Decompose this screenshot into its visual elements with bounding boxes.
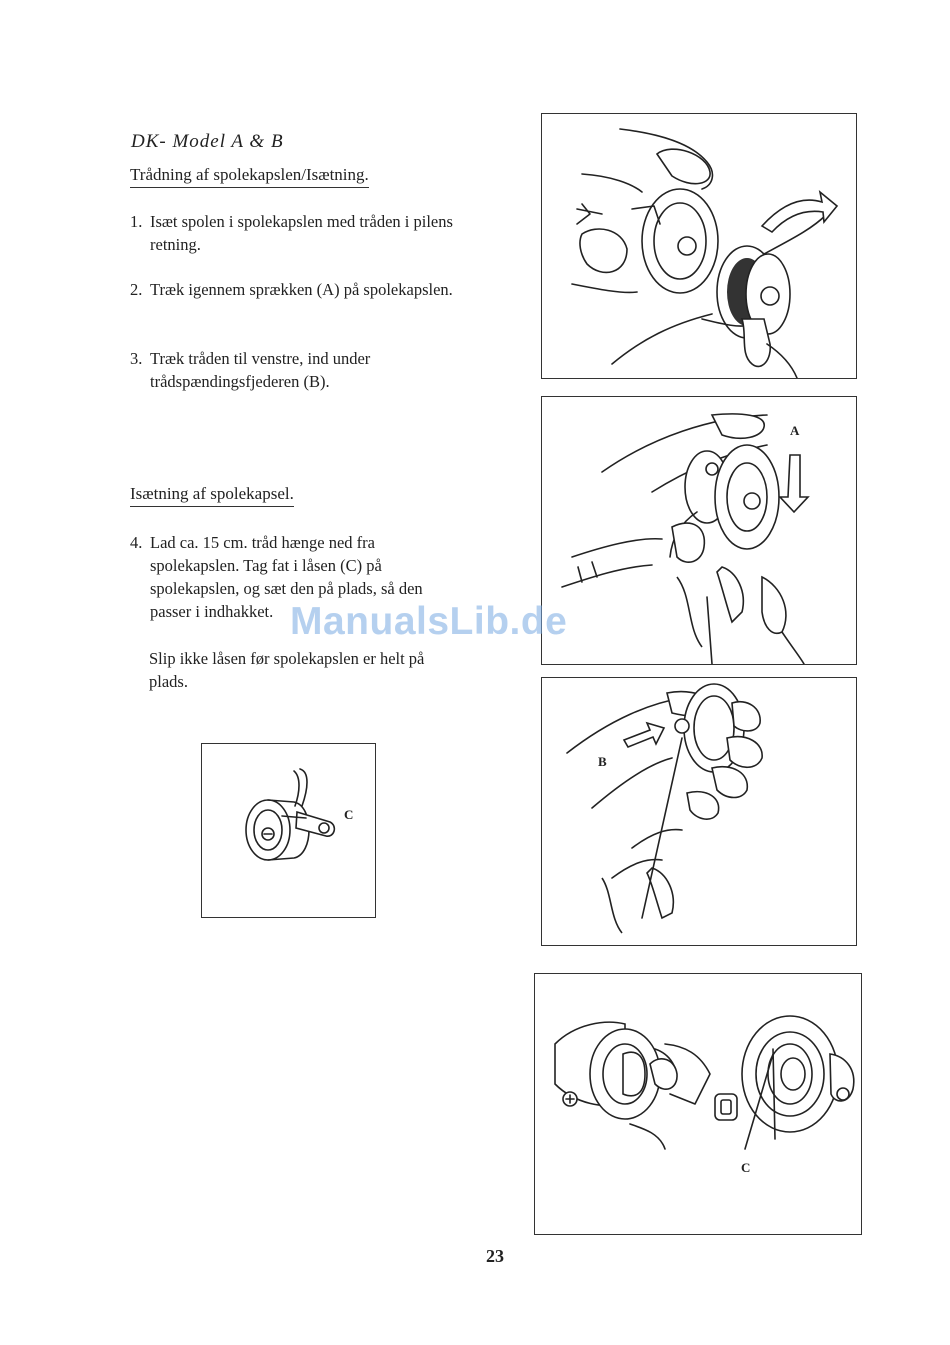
- bobbin-case-into-hook-illustration: [535, 974, 861, 1234]
- section-title-threading: Trådning af spolekapslen/Isætning.: [130, 165, 369, 188]
- label-c: C: [344, 807, 354, 822]
- figure-insert-case-c: [534, 973, 862, 1235]
- model-heading: DK- Model A & B: [131, 131, 284, 152]
- figure-thread-slot-a: [541, 396, 857, 665]
- figure-latch-c: [201, 743, 376, 918]
- figure-tension-spring-b: [541, 677, 857, 946]
- step-text: Isæt spolen i spolekapslen med tråden i pilens retning.: [150, 212, 453, 254]
- label-b: B: [598, 754, 607, 769]
- label-c: C: [741, 1160, 751, 1175]
- step-number: 2.: [130, 280, 143, 299]
- step-number: 3.: [130, 349, 143, 368]
- hand-inserting-bobbin-illustration: [542, 114, 856, 378]
- section-title-insertion: Isætning af spolekapsel.: [130, 484, 294, 507]
- thread-through-slot-illustration: [542, 397, 856, 664]
- figure-insert-bobbin: [541, 113, 857, 379]
- page-number: 23: [486, 1246, 504, 1266]
- bobbin-case-latch-illustration: [202, 744, 375, 917]
- warning-note: Slip ikke låsen før spolekapslen er helt på plads.: [149, 649, 425, 691]
- step-number: 1.: [130, 212, 143, 231]
- step-text: Træk igennem sprækken (A) på spolekapslen.: [150, 280, 453, 299]
- step-number: 4.: [130, 533, 143, 552]
- step-2: [130, 278, 470, 301]
- step-1: [130, 210, 480, 256]
- label-a: A: [790, 423, 800, 438]
- thread-under-spring-illustration: [542, 678, 856, 945]
- step-3: [130, 347, 460, 393]
- step-text: Træk tråden til venstre, ind under trådspændingsfjederen (B).: [150, 349, 371, 391]
- step-text: Lad ca. 15 cm. tråd hænge ned fra spolekapslen. Tag fat i låsen (C) på spolekapslen, og sæt den på plads, så den passer i indhakket.: [150, 533, 423, 621]
- watermark: ManualsLib.de: [290, 600, 568, 643]
